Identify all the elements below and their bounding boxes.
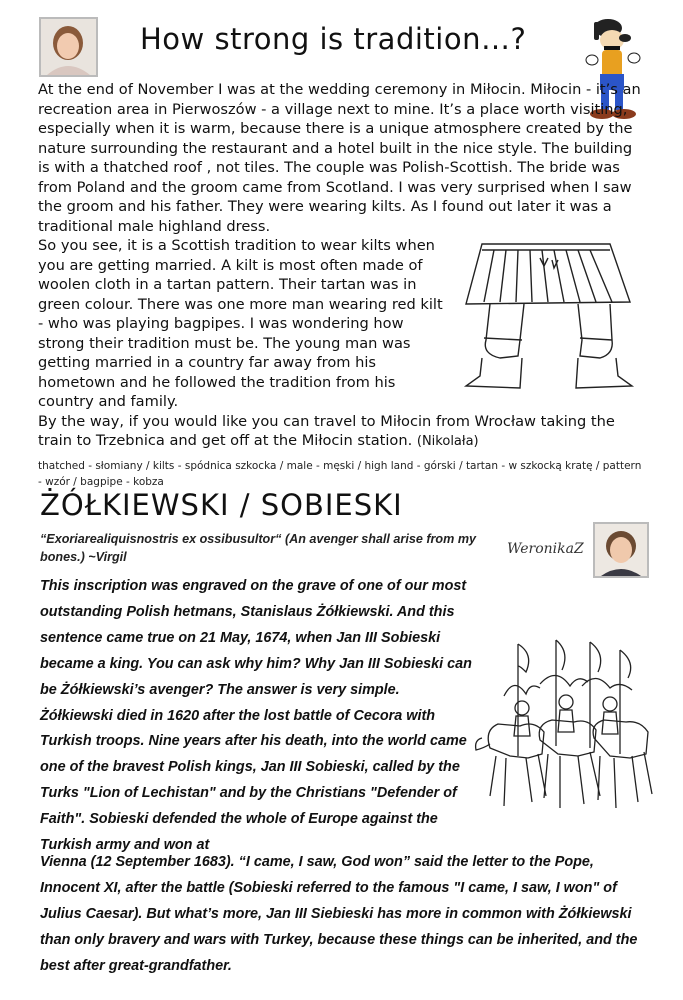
article2-title: ŻÓŁKIEWSKI / SOBIESKI bbox=[40, 488, 403, 522]
glossary: thatched - słomiany / kilts - spódnica szkocka / male - męski / high land - górski / tartan - w szkocką kratę / pattern - wzór / bagpipe - kobza bbox=[38, 460, 642, 488]
article-paragraph-narrow: So you see, it is a Scottish tradition to wear kilts when you are getting married. A kilt is most often made of woolen cloth in a tartan pattern. Their tartan was in green colour. There was one more man wearing red kilt - who was playing bagpipes. I was wondering how strong their tradition must be. The young man was getting married in a country far away from his hometown and he followed the tradition from his country and family. bbox=[38, 237, 443, 410]
author-photo-weronika bbox=[593, 522, 649, 578]
article-closing-text: By the way, if you would like you can travel to Miłocin from Wrocław taking the train to Trzebnica and get off at the Miłocin station. bbox=[38, 412, 615, 449]
essay-paragraph: This inscription was engraved on the grave of one of our most outstanding Polish hetmans, Stanislaus Żółkiewski. And this sentence came true on 21 May, 1674, when Jan III Sobieski became a king. You can ask why him? Why Jan III Sobieski can be Żółkiewski’s avenger? The answer is very simple. bbox=[40, 578, 472, 698]
author-signature-weronika: WeronikaZ bbox=[507, 541, 584, 557]
epigraph-quote: “Exoriarealiquisnostris ex ossibusultor“ (An avenger shall arise from my bones.) ~Virgil bbox=[40, 532, 477, 564]
kilt-illustration bbox=[460, 236, 638, 398]
essay-paragraph: Vienna (12 September 1683). “I came, I saw, God won” said the letter to the Pope, Innocent XI, after the battle (Sobieski referred to the famous "I came, I saw, I won" of Julius Caesar). But what’s more, Jan III Siebieski has more in common with Żółkiewski than only bravery and wars with Turkey, because these things can be inherited, and the best after great-grandfather. bbox=[40, 854, 638, 974]
article-paragraph-end bbox=[38, 412, 644, 452]
winged-hussars-illustration bbox=[470, 636, 656, 832]
essay-body-upper bbox=[40, 574, 480, 859]
author-signature: (Nikolała) bbox=[416, 434, 479, 449]
author-photo-nikola bbox=[39, 17, 98, 77]
essay-body-lower bbox=[40, 850, 652, 980]
essay-paragraph: Żółkiewski died in 1620 after the lost battle of Cecora with Turkish troops. Nine years after his death, into the world came one of the bravest Polish kings, Jan III Sobieski, called by the Turks "Lion of Lechistan" and by the Christians "Defender of Faith". Sobieski defended the whole of Europe against the Turkish army and won at bbox=[40, 707, 467, 854]
article-title: How strong is tradition…? bbox=[140, 22, 527, 56]
article-paragraph: At the end of November I was at the wedding ceremony in Miłocin. Miłocin - it’s an recreation area in Pierwoszów - a village next to mine. It’s a place worth visiting, especially when it is warm, because there is a unique atmosphere created by the nature surrounding the restaurant and a hotel built in the nice style. The building is with a thatched roof , not tiles. The couple was Polish-Scottish. The bride was from Poland and the groom came from Scotland. I was very surprised when I saw the groom and his father. They were wearing kilts. As I found out later it was a traditional male highland dress. bbox=[38, 81, 641, 235]
